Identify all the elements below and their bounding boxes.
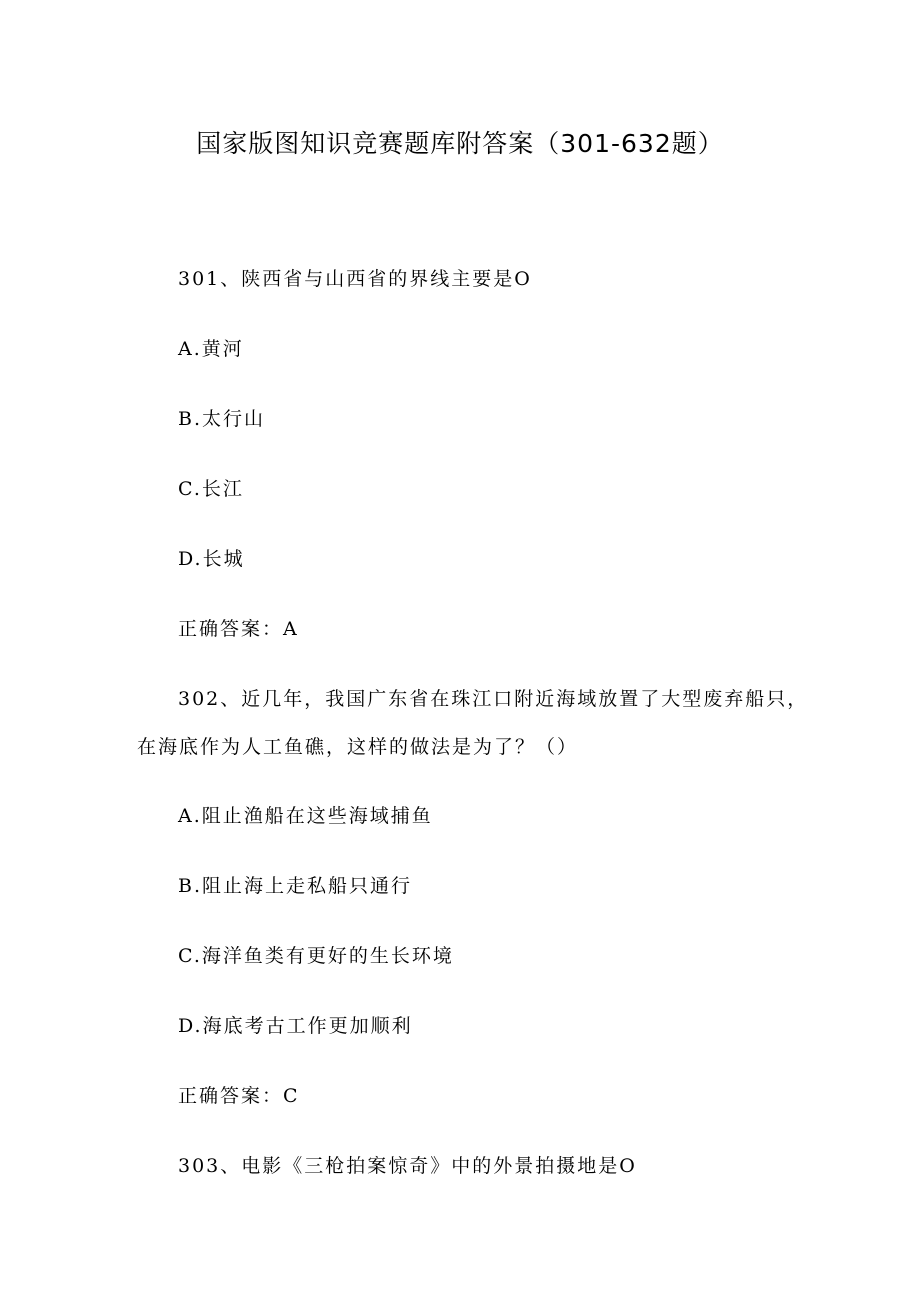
document-title: 国家版图知识竞赛题库附答案（301-632题）: [196, 129, 724, 158]
question-303: 303、电影《三枪拍案惊奇》中的外景拍摄地是O: [178, 1155, 637, 1177]
q302-answer: 正确答案：C: [178, 1085, 300, 1107]
q301-option-a: A.黄河: [178, 338, 244, 360]
q302-option-c: C.海洋鱼类有更好的生长环境: [178, 945, 454, 967]
q301-option-b: B.太行山: [178, 408, 266, 430]
q301-option-c: C.长江: [178, 478, 244, 500]
q301-answer: 正确答案：A: [178, 618, 299, 640]
q302-option-a: A.阻止渔船在这些海域捕鱼: [178, 805, 433, 827]
question-302-line1: 302、近几年，我国广东省在珠江口附近海域放置了大型废弃船只，: [178, 688, 809, 710]
question-301: 301、陕西省与山西省的界线主要是O: [178, 268, 532, 290]
question-302-line2: 在海底作为人工鱼礁，这样的做法是为了？（）: [137, 736, 579, 758]
q302-option-b: B.阻止海上走私船只通行: [178, 875, 413, 897]
q301-option-d: D.长城: [178, 548, 245, 570]
q302-option-d: D.海底考古工作更加顺利: [178, 1015, 413, 1037]
